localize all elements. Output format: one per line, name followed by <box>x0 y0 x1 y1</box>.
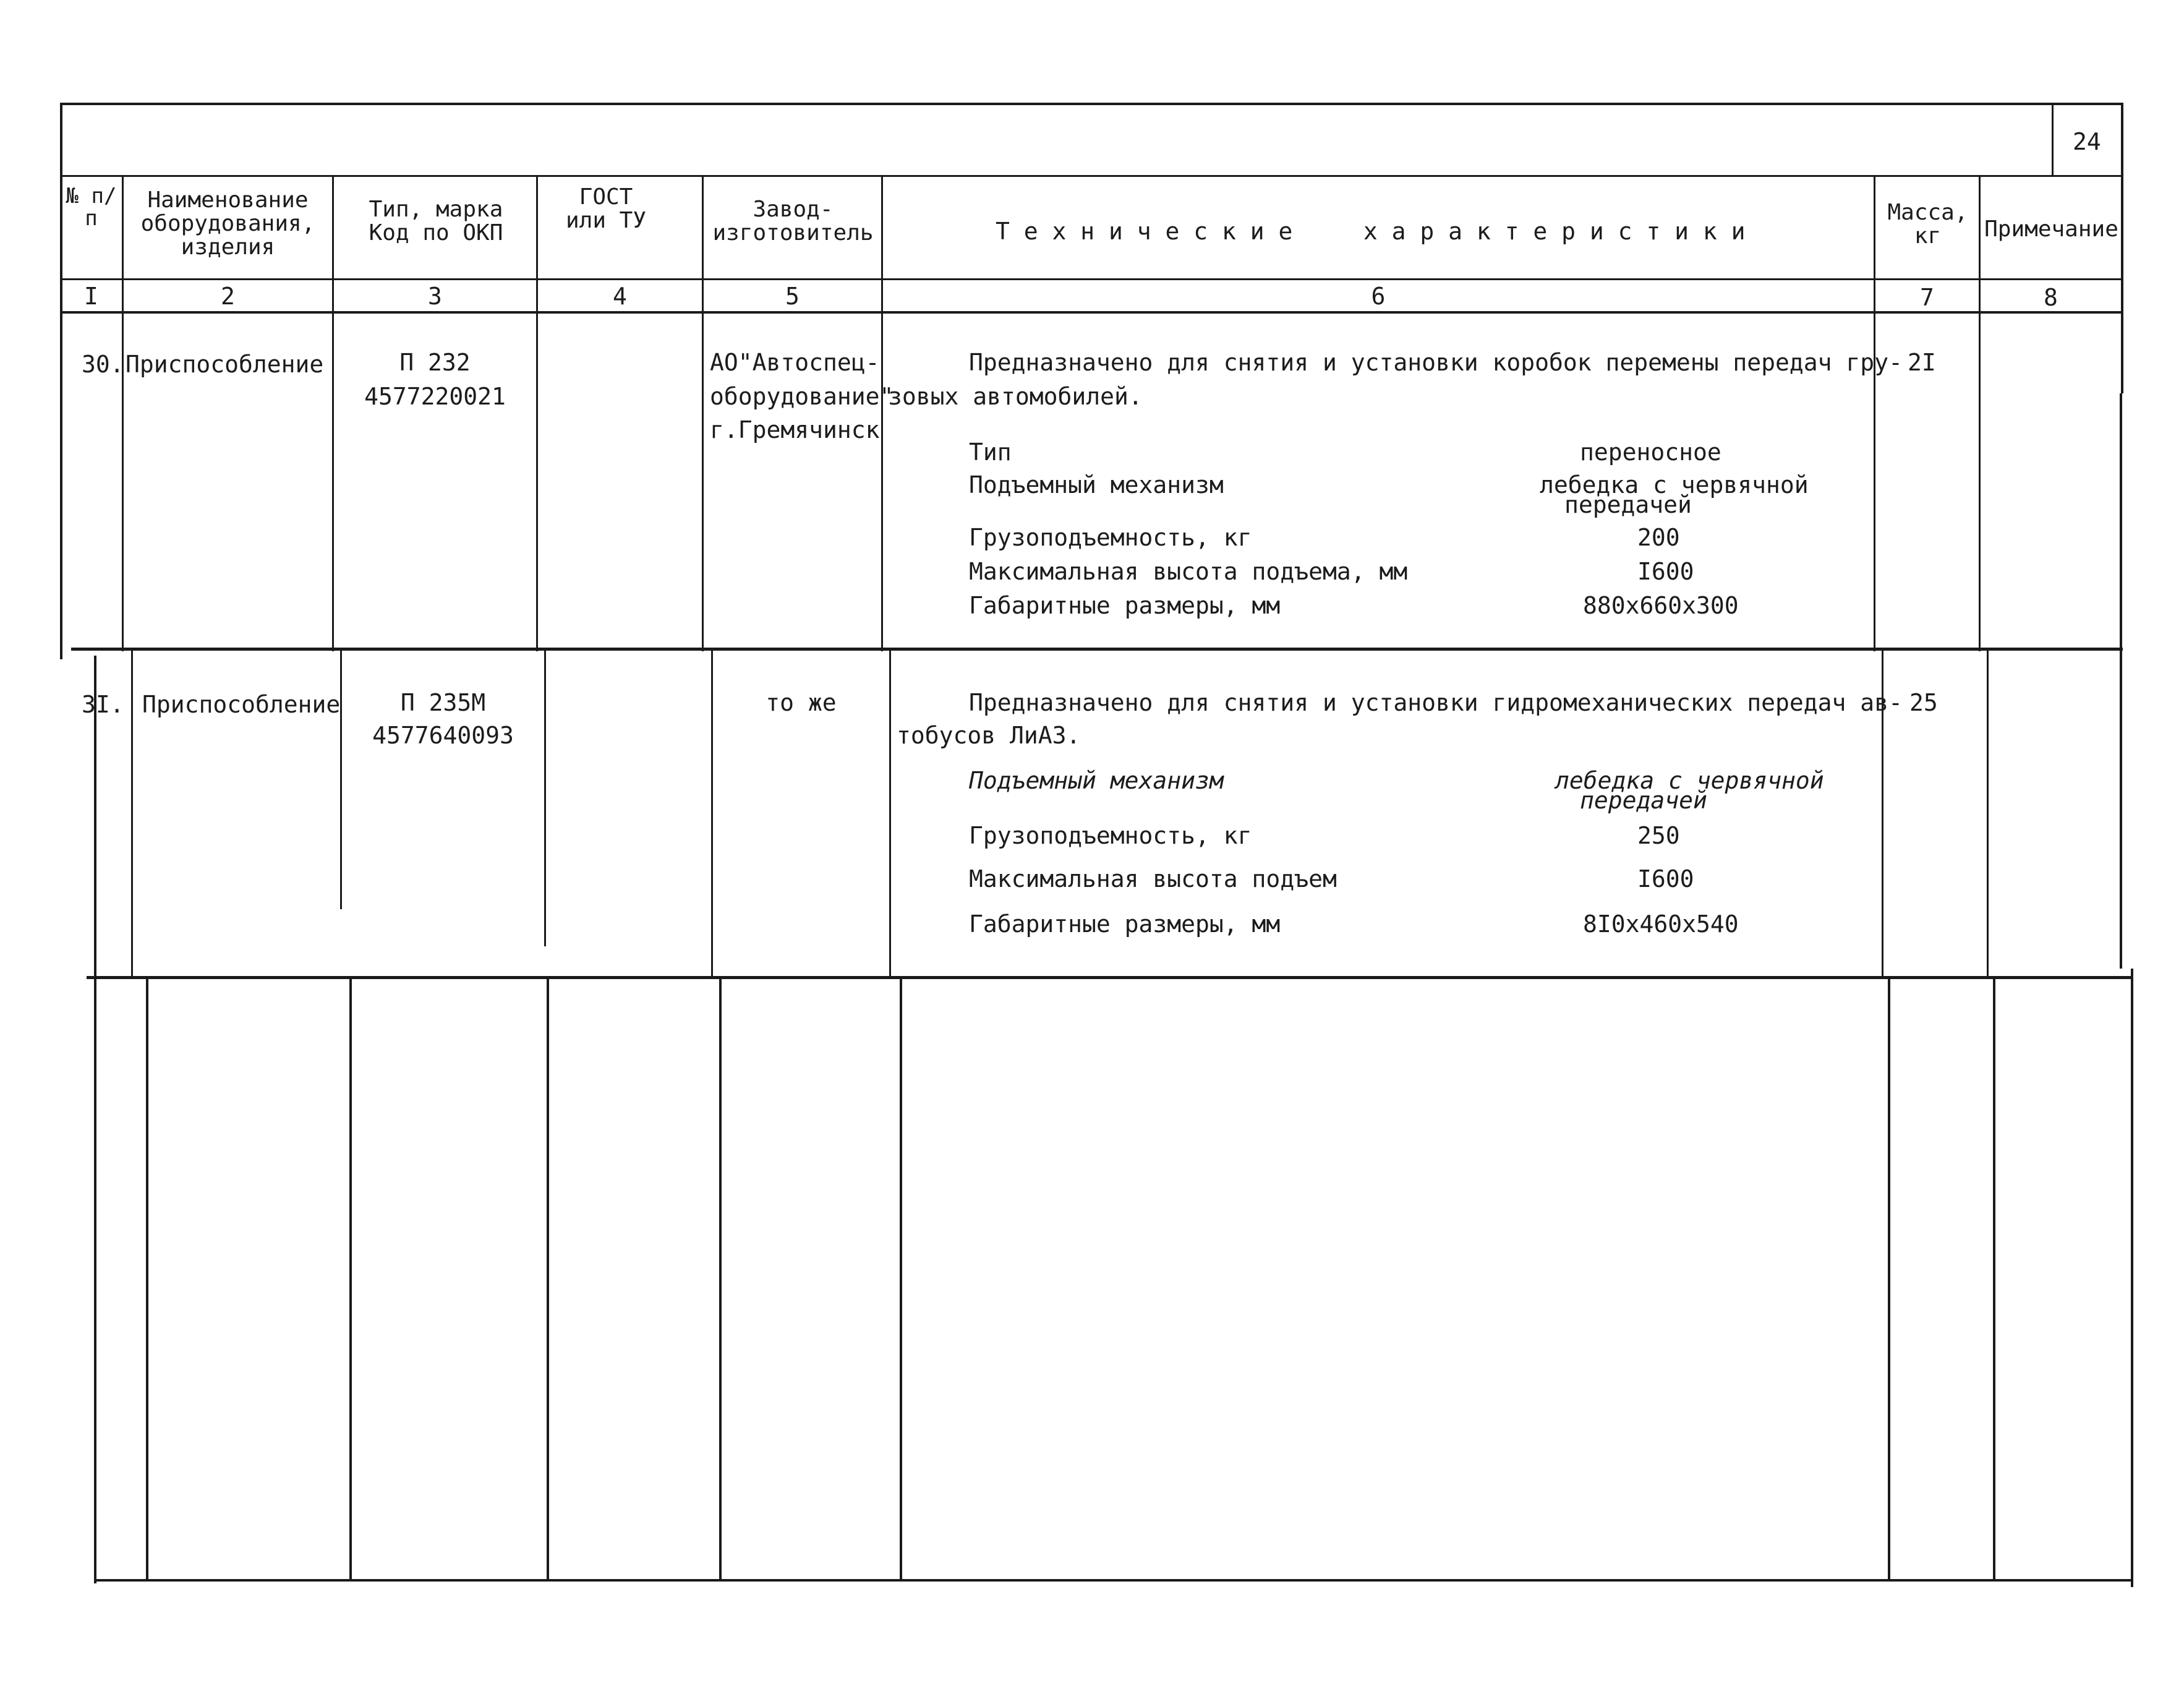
param-value: передачей <box>1564 491 1692 518</box>
row-okp-code: 4577640093 <box>372 722 514 749</box>
row-name: Приспособление <box>142 691 341 718</box>
col-number: 2 <box>221 283 235 310</box>
param-label: Максимальная высота подъем <box>969 865 1337 893</box>
row-mass: 2I <box>1908 349 1936 376</box>
row-number: 3I. <box>82 691 124 718</box>
param-value: 250 <box>1637 822 1680 849</box>
header-mass: Масса, кг <box>1887 200 1968 249</box>
page-number: 24 <box>2073 128 2101 155</box>
row-description: зовых автомобилей. <box>888 383 1143 410</box>
param-label: Подъемный механизм <box>969 471 1224 499</box>
param-label: Габаритные размеры, мм <box>969 910 1281 938</box>
header-maker: Завод-изготовитель <box>712 197 874 246</box>
param-label: Габаритные размеры, мм <box>969 592 1281 619</box>
row-okp-code: 4577220021 <box>364 383 506 410</box>
row-maker: г.Гремячинск <box>710 416 880 443</box>
row-type: П 232 <box>399 349 471 376</box>
row-name: Приспособление <box>126 351 324 378</box>
header-type: Тип, марка Код по ОКП <box>369 197 503 246</box>
param-value: 880x660x300 <box>1583 592 1739 619</box>
param-label: Подъемный механизм <box>969 767 1224 794</box>
row-maker: АО"Автоспец- <box>710 349 880 376</box>
row-mass: 25 <box>1909 689 1938 716</box>
col-number: I <box>84 283 98 310</box>
param-value: I600 <box>1637 558 1694 585</box>
col-number: 6 <box>1371 283 1386 310</box>
row-type: П 235М <box>400 689 486 716</box>
header-name: Наименование оборудования, изделия <box>140 187 315 260</box>
param-label: Тип <box>969 439 1012 466</box>
row-maker: оборудование" <box>710 383 894 410</box>
col-number: 7 <box>1920 284 1934 311</box>
row-description: Предназначено для снятия и установки коробок перемены передач гру- <box>969 349 1903 376</box>
col-number: 8 <box>2044 284 2058 311</box>
param-value: лебедка с червячной <box>1540 471 1809 499</box>
header-note: Примечание <box>1984 216 2118 242</box>
param-value: переносное <box>1580 439 1721 466</box>
param-label: Грузоподъемность, кг <box>969 822 1252 849</box>
param-value: 200 <box>1637 524 1680 551</box>
param-value: лебедка с червячной <box>1555 767 1824 794</box>
param-value: передачей <box>1580 787 1707 814</box>
param-value: 8I0x460x540 <box>1583 910 1739 938</box>
param-label: Максимальная высота подъема, мм <box>969 558 1408 585</box>
param-label: Грузоподъемность, кг <box>969 524 1252 551</box>
row-description: Предназначено для снятия и установки гидромеханических передач ав- <box>969 689 1903 716</box>
col-number: 5 <box>785 283 800 310</box>
header-gost: ГОСТ или ТУ <box>565 184 647 233</box>
header-num: № п/п <box>66 184 117 231</box>
row-description: тобусов ЛиАЗ. <box>897 722 1081 749</box>
row-maker: то же <box>766 689 837 716</box>
row-number: 30. <box>82 351 124 378</box>
col-number: 4 <box>613 283 627 310</box>
param-value: I600 <box>1637 865 1694 893</box>
col-number: 3 <box>428 283 442 310</box>
header-tech: Т е х н и ч е с к и е х а р а к т е р и с т и к и <box>996 218 1746 245</box>
